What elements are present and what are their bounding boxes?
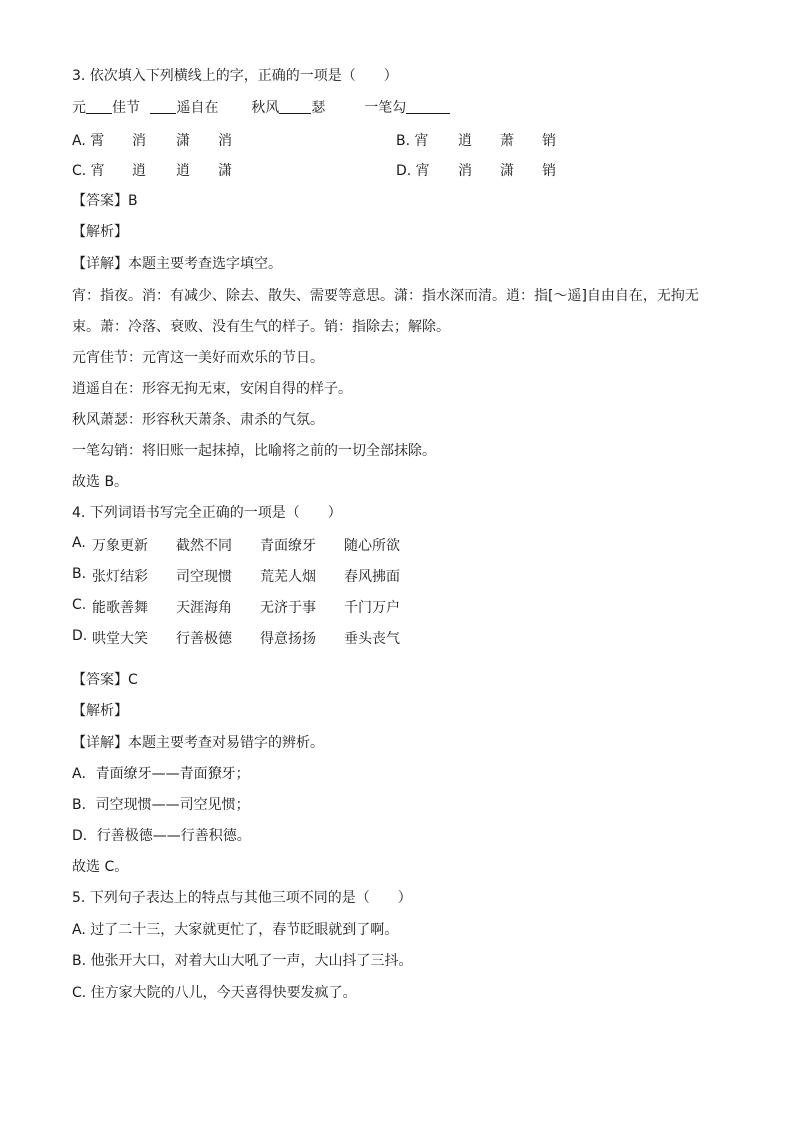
q3-detail: 【详解】本题主要考查选字填空。: [72, 256, 282, 272]
q5-option-a: A. 过了二十三，大家就更忙了，春节眨眼就到了啊。: [72, 922, 399, 938]
q3-fill-3: 遥自在: [176, 100, 219, 116]
q3-fill-5: 瑟: [311, 100, 326, 116]
q3-blank-2: [150, 99, 176, 114]
q4-option-d-word: 行善极德: [176, 631, 232, 647]
q3-option-c-word: 潇: [218, 163, 232, 179]
q4-option-b-word: 春风拂面: [344, 569, 400, 585]
q4-conclusion: 故选 C。: [72, 859, 129, 875]
q4-option-b-word: 司空现惯: [176, 569, 232, 585]
q3-blank-1: [86, 99, 112, 114]
q3-option-a-word: 消: [132, 133, 146, 149]
q4-option-c-word: 天涯海角: [176, 600, 232, 616]
q4-option-a-word: 青面缭牙: [260, 538, 316, 554]
q4-answer: 【答案】C: [72, 672, 138, 688]
q3-blank-4: [406, 99, 450, 114]
q3-option-a-word: 潇: [176, 133, 190, 149]
q3-explain-line: 秋风萧瑟：形容秋天萧条、肃杀的气氛。: [72, 412, 324, 428]
q4-stem: 4. 下列词语书写完全正确的一项是（ ）: [72, 505, 342, 521]
q3-fill-line: [72, 98, 450, 118]
q3-option-d-word: 消: [458, 163, 472, 179]
q3-option-d-label: D. 宵: [396, 163, 430, 179]
q4-option-b-word: 荒芜人烟: [260, 569, 316, 585]
q3-explain-line: 元宵佳节：元宵这一美好而欢乐的节日。: [72, 350, 324, 366]
q3-option-a-word: 消: [218, 133, 232, 149]
q3-option-d-word: 潇: [500, 163, 514, 179]
q3-answer: 【答案】B: [72, 193, 138, 209]
q3-option-c-label: C. 宵: [72, 163, 105, 179]
q3-option-b-label: B. 宵: [396, 133, 429, 149]
q4-option-a-word: 万象更新: [92, 538, 148, 554]
q4-option-a-word: 截然不同: [176, 538, 232, 554]
q4-option-c-word: 无济于事: [260, 600, 316, 616]
q3-explain-line: 束。萧：冷落、衰败、没有生气的样子。销：指除去；解除。: [72, 319, 450, 335]
q4-option-d-word: 哄堂大笑: [92, 631, 148, 647]
q5-option-c: C. 住方家大院的八儿，今天喜得快要发疯了。: [72, 985, 357, 1001]
q3-explain-line: 宵：指夜。消：有减少、除去、散失、需要等意思。潇：指水深而清。逍：指[～遥]自由自在，无拘无: [72, 288, 699, 304]
q3-option-c-word: 逍: [176, 163, 190, 179]
q4-option-d-word: 得意扬扬: [260, 631, 316, 647]
q3-option-b-word: 逍: [458, 133, 472, 149]
q4-option-b-label: B.: [72, 566, 87, 582]
q3-blank-3: [279, 99, 311, 114]
q3-fill-6: 一笔勾: [364, 100, 407, 116]
q4-detail: 【详解】本题主要考查对易错字的辨析。: [72, 735, 324, 751]
q5-option-b: B. 他张开大口，对着大山大吼了一声，大山抖了三抖。: [72, 953, 413, 969]
q3-conclusion: 故选 B。: [72, 474, 129, 490]
q4-option-c-word: 千门万户: [344, 600, 400, 616]
q4-option-d-label: D.: [72, 628, 88, 644]
q3-explain-line: 一笔勾销：将旧账一起抹掉，比喻将之前的一切全部抹除。: [72, 443, 436, 459]
q4-option-d-word: 垂头丧气: [344, 631, 400, 647]
q3-fill-2: 佳节: [112, 100, 140, 116]
q3-option-d-word: 销: [542, 163, 556, 179]
q3-stem: 3. 依次填入下列横线上的字，正确的一项是（ ）: [72, 68, 398, 84]
q3-option-a-label: A. 霄: [72, 133, 105, 149]
q4-option-a-label: A.: [72, 535, 86, 551]
q4-explain-line: B．司空现惯——司空见惯；: [72, 797, 250, 813]
q3-option-b-word: 萧: [500, 133, 514, 149]
q4-option-c-label: C.: [72, 597, 87, 613]
q4-explain-line: D．行善极德——行善积德。: [72, 828, 251, 844]
q3-fill-1: 元: [72, 100, 86, 116]
q4-option-b-word: 张灯结彩: [92, 569, 148, 585]
q4-analysis-heading: 【解析】: [72, 703, 128, 719]
q3-fill-4: 秋风: [251, 100, 280, 116]
q5-stem: 5. 下列句子表达上的特点与其他三项不同的是（ ）: [72, 890, 412, 906]
q4-option-a-word: 随心所欲: [344, 538, 400, 554]
q3-option-c-word: 逍: [132, 163, 146, 179]
q3-option-b-word: 销: [542, 133, 556, 149]
q3-explain-line: 逍遥自在：形容无拘无束，安闲自得的样子。: [72, 381, 352, 397]
q3-analysis-heading: 【解析】: [72, 224, 128, 240]
q4-option-c-word: 能歌善舞: [92, 600, 148, 616]
q4-explain-line: A．青面缭牙——青面獠牙；: [72, 766, 250, 782]
